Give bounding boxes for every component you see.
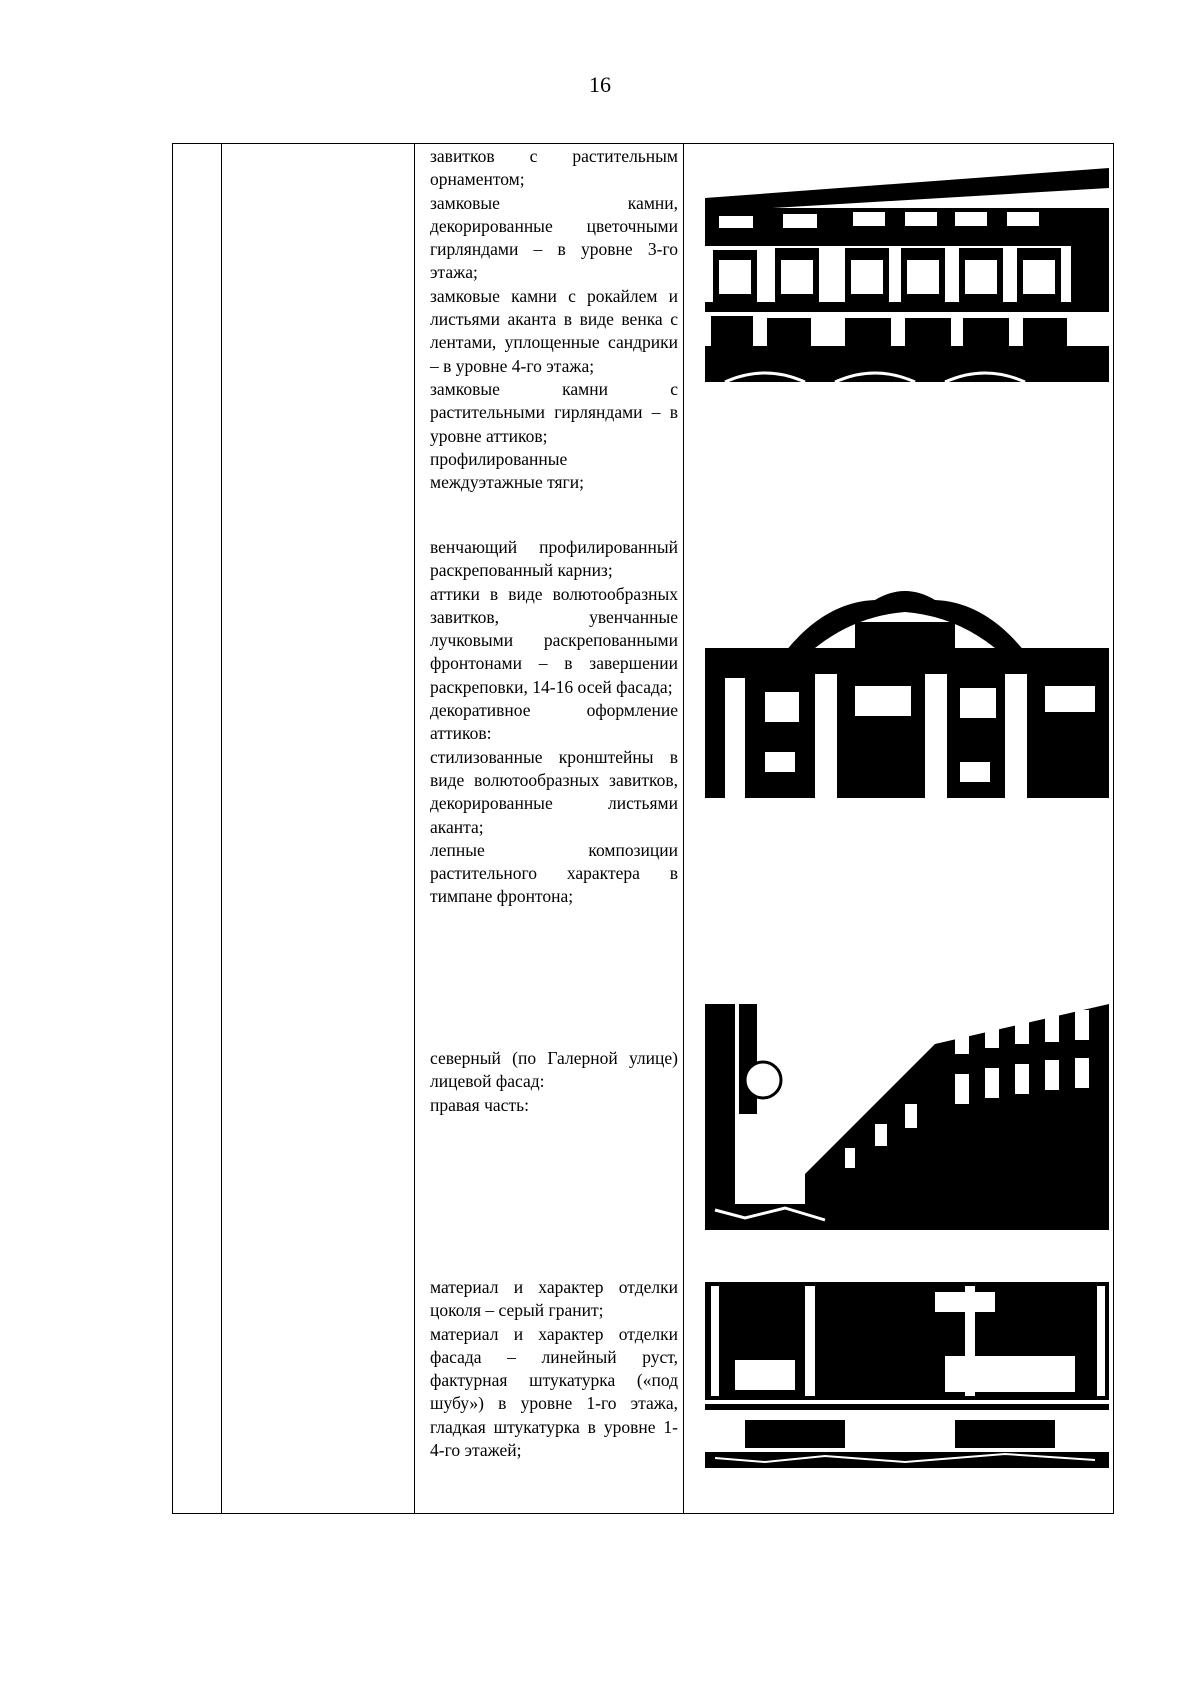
text-line: правая часть: (430, 1094, 529, 1115)
text-line: стилизованные кронштейны в виде волютообразных завитков, декорированные листьями аканта; (430, 746, 678, 837)
text-line: завитков с растительным орнаментом; (430, 146, 678, 190)
text-line: материал и характер отделки цоколя – серый гранит; (430, 1277, 678, 1321)
text-block-3 (430, 1047, 678, 1117)
text-line: материал и характер отделки фасада – линейный руст, фактурная штукатурка («под шубу») в уровне 1-го этажа, гладкая штукатурка в уровне 1-4-го этажей; (430, 1323, 678, 1461)
column-divider-2 (414, 144, 415, 1513)
text-line: замковые камни, декорированные цветочными гирляндами – в уровне 3-го этажа; (430, 192, 678, 283)
facade-photo-4 (705, 1282, 1109, 1468)
text-line: замковые камни с растительными гирляндами – в уровне аттиков; (430, 378, 678, 446)
text-line: профилированные междуэтажные тяги; (430, 448, 584, 493)
text-block-2 (430, 536, 678, 909)
text-line: аттики в виде волютообразных завитков, увенчанные лучковыми раскрепованными фронтонами – в завершении раскреповки, 14-16 осей фасада; (430, 583, 678, 697)
text-block-1 (430, 145, 678, 494)
column-divider-3 (683, 144, 684, 1513)
text-line: северный (по Галерной улице) лицевой фасад: (430, 1048, 678, 1092)
text-line: лепные композиции растительного характера в тимпане фронтона; (430, 839, 678, 907)
page-number: 16 (589, 72, 611, 97)
text-line: замковые камни с рокайлем и листьями аканта в виде венка с лентами, уплощенные сандрики – в уровне 4-го этажа; (430, 285, 678, 376)
facade-photo-2 (705, 582, 1109, 798)
column-divider-1 (221, 144, 222, 1513)
text-block-4 (430, 1276, 678, 1462)
text-line: декоративное оформление аттиков: (430, 700, 678, 744)
facade-photo-1 (705, 168, 1109, 382)
facade-photo-3 (705, 1004, 1109, 1230)
text-line: венчающий профилированный раскрепованный карниз; (430, 537, 678, 581)
